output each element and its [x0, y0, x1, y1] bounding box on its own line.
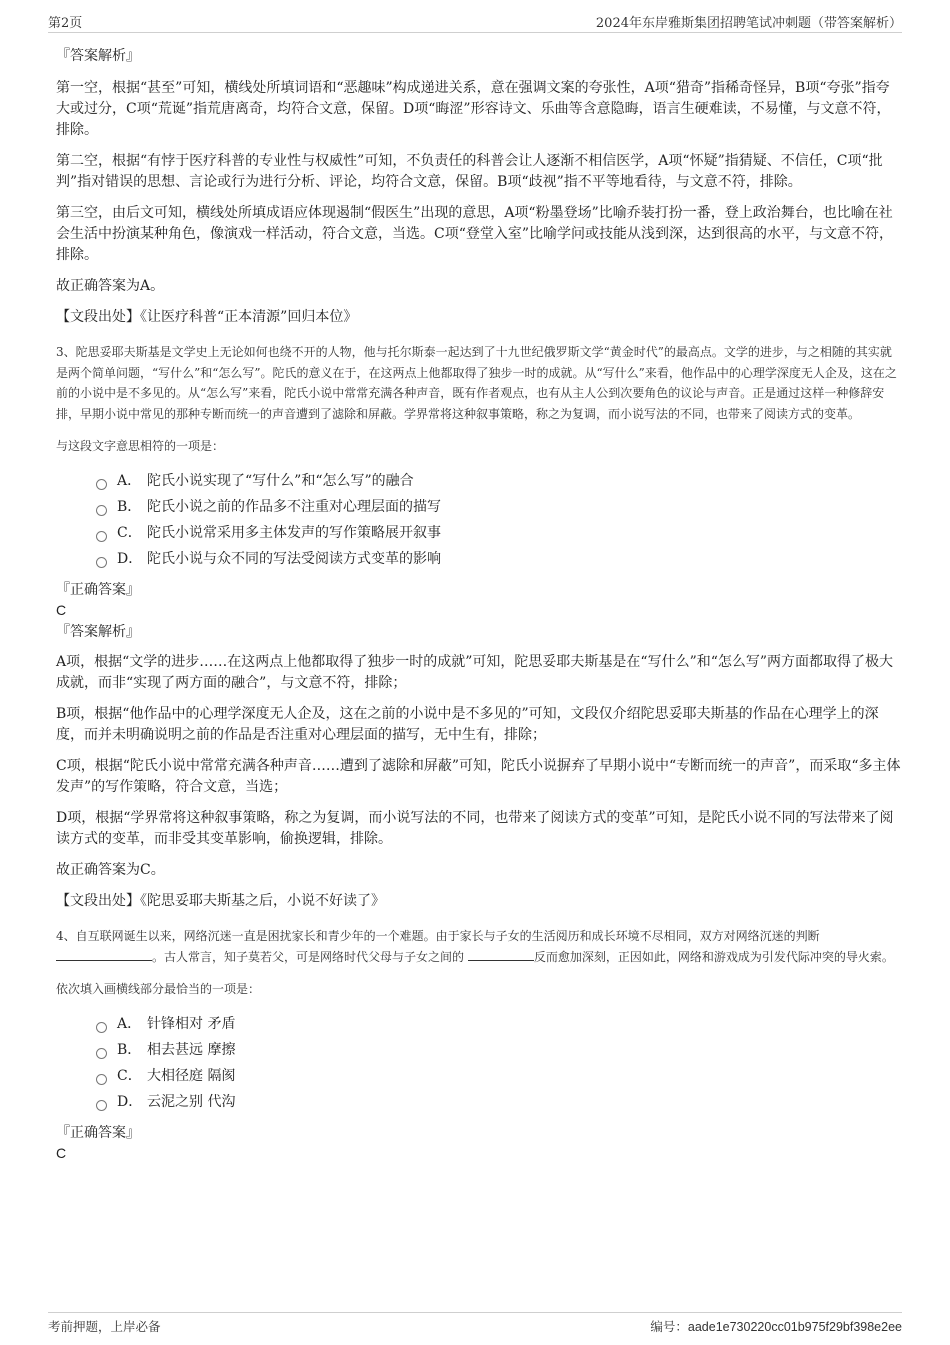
q3-analysis-label: 『答案解析』 — [56, 624, 140, 640]
radio-icon[interactable] — [96, 1100, 107, 1111]
q4-correct-label: 『正确答案』 — [56, 1125, 140, 1141]
q4-stem-part: 。古人常言，知子莫若父，可是网络时代父母与子女之间的 — [152, 949, 465, 964]
radio-icon[interactable] — [96, 1048, 107, 1059]
q3-option-b[interactable] — [96, 494, 901, 520]
page-header — [48, 12, 902, 33]
option-text: 针锋相对 矛盾 — [147, 1016, 236, 1032]
q2-analysis-para: 第一空，根据“甚至”可知，横线处所填词语和“恶趣味”构成递进关系，意在强调文案的夸张性，A项“猎奇”指稀奇怪异，B项“夸张”指夸大或过分，C项“荒诞”指荒唐离奇，均符合文意，保留。D项“晦涩”形容诗文、乐曲等含意隐晦，语言生硬难读，不易懂，与文意不符，排除。 — [56, 80, 891, 138]
q2-analysis-para: 第二空，根据“有悖于医疗科普的专业性与权威性”可知，不负责任的科普会让人逐渐不相信医学，A项“怀疑”指猜疑、不信任，C项“批判”指对错误的思想、言论或行为进行分析、评论，均符合文意，保留。B项“歧视”指不平等地看待，与文意不符，排除。 — [56, 153, 883, 190]
q3-conclusion: 故正确答案为C。 — [56, 862, 165, 878]
q3-prompt: 与这段文字意思相符的一项是： — [56, 439, 225, 453]
q2-conclusion: 故正确答案为A。 — [56, 278, 165, 294]
q2-source: 【文段出处】《让医疗科普“正本清源”回归本位》 — [56, 309, 358, 325]
option-text: 陀氏小说与众不同的写法受阅读方式变革的影响 — [147, 551, 441, 567]
q3-correct-answer: C — [56, 602, 67, 618]
code-label: 编号： — [650, 1319, 688, 1334]
q3-stem: 3、陀思妥耶夫斯基是文学史上无论如何也绕不开的人物，他与托尔斯泰一起达到了十九世纪俄罗斯文学“黄金时代”的最高点。文学的进步，与之相随的其实就是两个简单问题，“写什么”和“怎么写”。陀氏的意义在于，在这两点上他都取得了独步一时的成就。从“写什么”来看，他作品中的心理学深度无人企及，这在之前的小说中是不多见的。从“怎么写”来看，陀氏小说中常常充满各种声音，既有作者观点，也有从主人公到次要角色的议论与声音。正是通过这样一种修辞安排，早期小说中常见的那种专断而统一的声音遭到了滤除和屏蔽。学界常将这种叙事策略，称之为复调，而小说写法的不同，也带来了阅读方式的变革。 — [56, 345, 897, 421]
option-text: 陀氏小说实现了“写什么”和“怎么写”的融合 — [147, 473, 414, 489]
q2-analysis-label: 『答案解析』 — [56, 48, 140, 64]
q3-analysis-para: C项，根据“陀氏小说中常常充满各种声音……遭到了滤除和屏蔽”可知，陀氏小说摒弃了早期小说中“专断而统一的声音”，而采取“多主体发声”的写作策略，符合文意，当选； — [56, 758, 901, 795]
option-letter: A． — [117, 473, 142, 489]
q4-option-c[interactable] — [96, 1063, 901, 1089]
q3-analysis-para: D项，根据“学界常将这种叙事策略，称之为复调，而小说写法的不同，也带来了阅读方式的变革”可知，是陀氏小说不同的写法带来了阅读方式的变革，而非受其变革影响，偷换逻辑，排除。 — [56, 810, 894, 847]
q4-stem-part: 4、自互联网诞生以来，网络沉迷一直是困扰家长和青少年的一个难题。由于家长与子女的生活阅历和成长环境不尽相同，双方对网络沉迷的判断 — [56, 929, 820, 943]
option-letter: B． — [117, 499, 142, 515]
radio-icon[interactable] — [96, 1074, 107, 1085]
fill-blank — [56, 948, 152, 961]
q3-analysis-para: B项，根据“他作品中的心理学深度无人企及，这在之前的小说中是不多见的”可知，文段仅介绍陀思妥耶夫斯基的作品在心理学上的深度，而并未明确说明之前的作品是否注重对心理层面的描写，无中生有，排除； — [56, 706, 879, 743]
q3-option-c[interactable] — [96, 520, 901, 546]
q4-option-b[interactable] — [96, 1037, 901, 1063]
q4-options — [56, 1011, 901, 1115]
option-letter: D． — [117, 1094, 143, 1110]
q3-option-d[interactable] — [96, 546, 901, 572]
page-number: 第2页 — [48, 16, 83, 31]
radio-icon[interactable] — [96, 505, 107, 516]
option-text: 相去甚远 摩擦 — [147, 1042, 236, 1058]
footer-slogan: 考前押题，上岸必备 — [48, 1319, 161, 1334]
option-letter: D． — [117, 551, 143, 567]
q3-analysis-para: A项，根据“文学的进步……在这两点上他都取得了独步一时的成就”可知，陀思妥耶夫斯基是在“写什么”和“怎么写”两方面都取得了极大成就，而非“实现了两方面的融合”，与文意不符，排除； — [56, 654, 894, 691]
fill-blank — [468, 948, 534, 961]
radio-icon[interactable] — [96, 531, 107, 542]
option-letter: C． — [117, 1068, 142, 1084]
q2-analysis-para: 第三空，由后文可知，横线处所填成语应体现遏制“假医生”出现的意思，A项“粉墨登场”比喻乔装打扮一番，登上政治舞台，也比喻在社会生活中扮演某种角色，像演戏一样活动，符合文意，当选。C项“登堂入室”比喻学问或技能从浅到深，达到很高的水平，与文意不符，排除。 — [56, 205, 894, 263]
option-letter: A． — [117, 1016, 142, 1032]
option-letter: C． — [117, 525, 142, 541]
option-text: 云泥之别 代沟 — [147, 1094, 236, 1110]
q4-stem — [56, 926, 901, 967]
page-footer — [48, 1312, 902, 1339]
q4-option-d[interactable] — [96, 1089, 901, 1115]
q3-correct-label: 『正确答案』 — [56, 582, 140, 598]
q4-prompt: 依次填入画横线部分最恰当的一项是： — [56, 982, 261, 996]
document-title: 2024年东岸雅斯集团招聘笔试冲刺题（带答案解析） — [595, 16, 902, 31]
radio-icon[interactable] — [96, 1022, 107, 1033]
code-value: aade1e730220cc01b975f29bf398e2ee — [687, 1320, 902, 1334]
option-letter: B． — [117, 1042, 142, 1058]
q3-source: 【文段出处】《陀思妥耶夫斯基之后，小说不好读了》 — [56, 893, 385, 909]
q4-option-a[interactable] — [96, 1011, 901, 1037]
option-text: 大相径庭 隔阂 — [147, 1068, 236, 1084]
document-code — [650, 1317, 902, 1339]
radio-icon[interactable] — [96, 557, 107, 568]
q4-stem-part: 反而愈加深刻，正因如此，网络和游戏成为引发代际冲突的导火索。 — [533, 949, 894, 964]
page-content — [56, 46, 901, 1163]
q3-option-a[interactable] — [96, 468, 901, 494]
option-text: 陀氏小说之前的作品多不注重对心理层面的描写 — [147, 499, 441, 515]
radio-icon[interactable] — [96, 479, 107, 490]
q4-correct-answer: C — [56, 1145, 67, 1161]
option-text: 陀氏小说常采用多主体发声的写作策略展开叙事 — [147, 525, 441, 541]
q3-options — [56, 468, 901, 572]
